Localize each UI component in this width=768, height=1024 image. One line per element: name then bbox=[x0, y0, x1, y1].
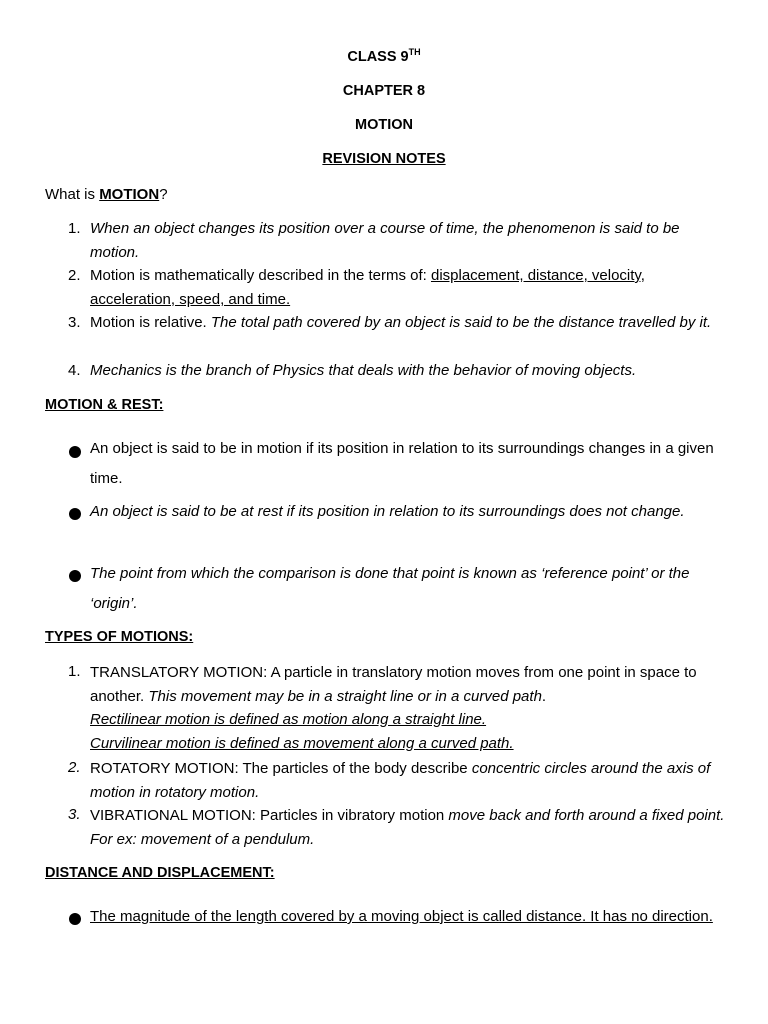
what-is-motion-question: What is MOTION? bbox=[45, 186, 168, 203]
bullet-icon bbox=[69, 508, 81, 520]
distance-displacement-heading: DISTANCE AND DISPLACEMENT: bbox=[45, 865, 275, 881]
chapter-title: CHAPTER 8 bbox=[342, 83, 426, 99]
bullet-icon bbox=[69, 570, 81, 582]
bullet-icon bbox=[69, 446, 81, 458]
bullet-icon bbox=[69, 913, 81, 925]
types-of-motions-heading: TYPES OF MOTIONS: bbox=[45, 629, 194, 645]
revision-notes-title: REVISION NOTES bbox=[322, 151, 446, 167]
topic-title: MOTION bbox=[355, 117, 413, 133]
document-page: CLASS 9TH CHAPTER 8 MOTION REVISION NOTES What is MOTION? 1. When an object changes its position over a course of time, the phenomenon is said to be motion. 2. Motion is mathematically described in the terms of: displacement, distance, velocity, acceleration, speed, and time. 3. Motion is relative. The total path covered by an object is said to be the distance travelled by it. 4. Mechanics is the branch of Physics that deals with the behavior of moving objects. MOTION & REST: An object is said to be in motion if its position in relation to its surroundings changes in a given time. An object is said to be at rest if its position in relation to its surroundings does not change. The point from which the comparison is done that point is known as ‘reference point’ or the ‘origin’. TYPES OF MOTIONS: 1. TRANSLATORY MOTION: A particle in translatory motion moves from one point in space to another. This movement may be in a straight line or in a curved path. Rectilinear motion is defined as motion along a straight line. Curvilinear motion is defined as movement along a curved path. 2. ROTATORY MOTION: The particles of the body describe concentric circles around the axis of motion in rotatory motion. 3. VIBRATIONAL MOTION: Particles in vibratory motion move back and forth around a fixed point. For ex: movement of a pendulum. DISTANCE AND DISPLACEMENT: The magnitude of the length covered by a moving object is called distance. It has no direction. bbox=[0, 0, 768, 1024]
curvilinear-definition: Curvilinear motion is defined as movement along a curved path. bbox=[90, 735, 514, 752]
rectilinear-definition: Rectilinear motion is defined as motion along a straight line. bbox=[90, 711, 487, 728]
class-title: CLASS 9TH bbox=[347, 47, 421, 65]
motion-rest-heading: MOTION & REST: bbox=[45, 397, 164, 413]
